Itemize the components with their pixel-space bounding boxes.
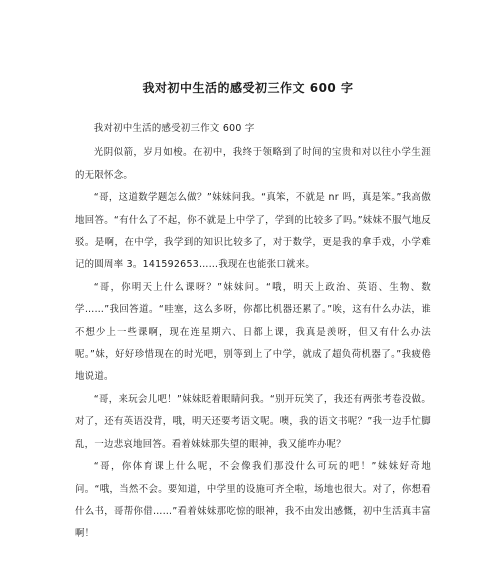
paragraph-4: “哥，来玩会儿吧！”妹妹眨着眼睛问我。“别开玩笑了，我还有两张考卷没做。对了，还有英语没背，哦，明天还要考语文呢。噢，我的语文书呢？”我一边手忙脚乱，一边悲哀地回答。看着妹妹那失望的眼神，我又能咋办呢？ [75,393,431,450]
article-body [75,118,431,546]
article-subtitle: 我对初中生活的感受初三作文 600 字 [93,123,255,134]
paragraph-2: “哥，这道数学题怎么做？”妹妹问我。“真笨，不就是 nr 吗，真是笨。”我高傲地回答。“有什么了不起，你不就是上中学了，学到的比较多了吗。”妹妹不服气地反驳。是啊，在中学，我学到的知识比较多了，对于数学，更是我的拿手戏，小学难记的圆周率 3。141592653……我现在也能张口就来。 [75,192,431,271]
paragraph-1: 光阴似箭，岁月如梭。在初中，我终于领略到了时间的宝贵和对以往小学生涯的无限怀念。 [75,147,431,181]
document-title: 我对初中生活的感受初三作文 600 字 [142,81,354,95]
paragraph-3: “哥，你明天上什么课呀？”妹妹问。“哦，明天上政治、英语、生物、数学……”我回答道。“哇塞，这么多呀，你都比机器还累了。”唉，这有什么办法，谁不想少上一些课啊，现在连星期六、日都上课，我真是羡呀，但又有什么办法呢。”妹，好好珍惜现在的时光吧，别等到上了中学，就成了超负荷机器了。”我疲倦地说道。 [75,281,431,383]
paragraph-5: “哥，你体育课上什么呢，不会像我们那没什么可玩的吧！”妹妹好奇地问。“哦，当然不会。要知道，中学里的设施可齐全啦，场地也很大。对了，你想看什么书，哥帮你借……”看着妹妹那吃惊的眼神，我不由发出感慨，初中生活真丰富啊！ [75,461,431,540]
